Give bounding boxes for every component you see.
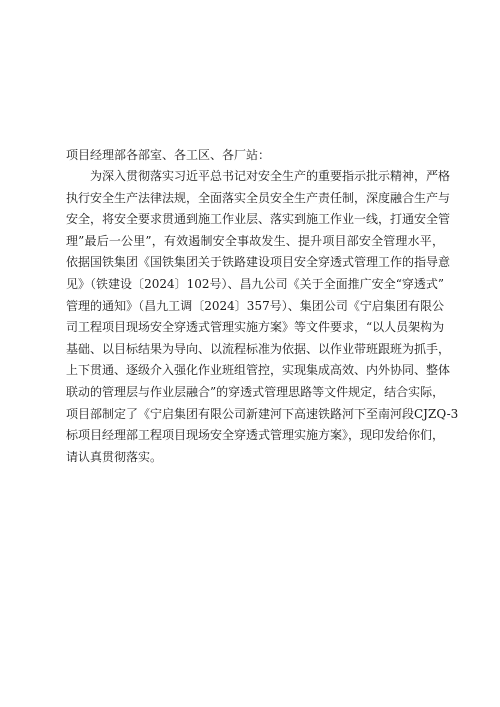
body-paragraph bbox=[66, 166, 459, 468]
body-line: 标项目经理部工程项目现场安全穿透式管理实施方案》，现印发给你们， bbox=[66, 428, 445, 443]
body-line: 依据国铁集团《国铁集团关于铁路建设项目安全穿透式管理工作的指导意 bbox=[66, 255, 451, 270]
body-line: 司工程项目现场安全穿透式管理实施方案》等文件要求，“以人员架构为 bbox=[66, 320, 445, 335]
salutation: 项目经理部各部室、各工区、各厂站： bbox=[66, 148, 271, 162]
body-line: 为深入贯彻落实习近平总书记对安全生产的重要指示批示精神，严格 bbox=[90, 169, 451, 183]
body-line: 见》（铁建设〔2024〕102号）、昌九公司《关于全面推广安全“穿透式” bbox=[66, 276, 444, 291]
body-line: 执行安全生产法律法规，全面落实全员安全生产责任制，深度融合生产与 bbox=[66, 190, 451, 205]
body-line: 理”最后一公里”，有效遏制安全事故发生、提升项目部安全管理水平， bbox=[66, 233, 444, 248]
body-line: 请认真贯彻落实。 bbox=[66, 449, 163, 464]
body-line: 安全，将安全要求贯通到施工作业层、落实到施工作业一线，打通安全管 bbox=[66, 212, 451, 227]
body-line: 基础、以目标结果为导向、以流程标准为依据、以作业带班跟班为抓手， bbox=[66, 341, 451, 356]
body-line: 上下贯通、逐级介入强化作业班组管控，实现集成高效、内外协同、整体 bbox=[66, 363, 451, 378]
body-line: 管理的通知》（昌九工调〔2024〕357号）、集团公司《宁启集团有限公 bbox=[66, 298, 444, 313]
document-body bbox=[66, 145, 459, 468]
body-line: 项目部制定了《宁启集团有限公司新建河下高速铁路河下至南河段CJZQ-3 bbox=[66, 406, 459, 421]
body-line: 联动的管理层与作业层融合”的穿透式管理思路等文件规定，结合实际， bbox=[66, 384, 445, 399]
